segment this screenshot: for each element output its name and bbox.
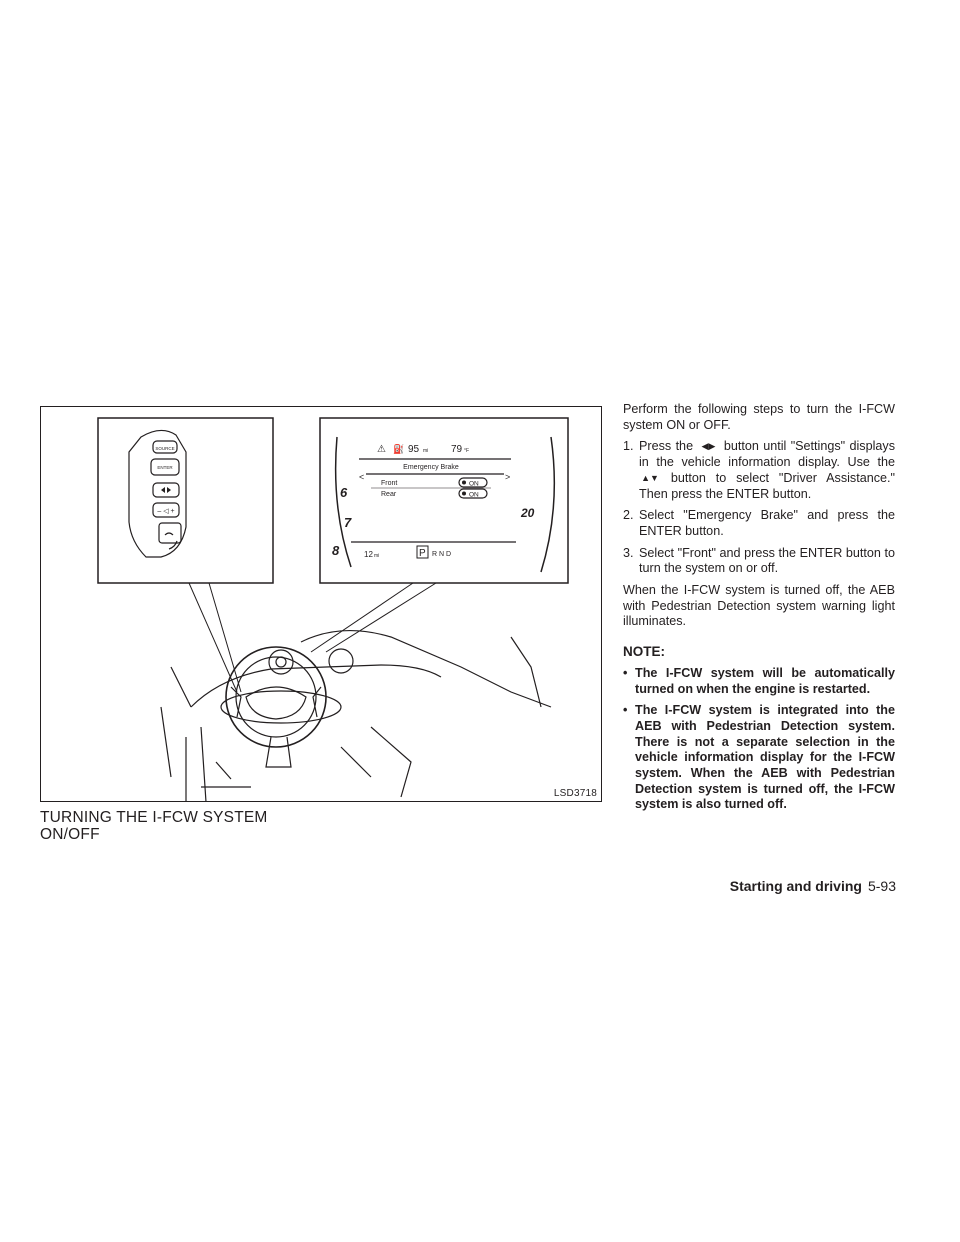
bullet-icon: • xyxy=(623,665,628,680)
note-heading: NOTE: xyxy=(623,644,665,660)
gear-options: R N D xyxy=(432,551,452,558)
row-rear-state: ON xyxy=(469,491,479,499)
menu-title: Emergency Brake xyxy=(403,464,459,471)
row-rear-label: Rear xyxy=(381,491,397,498)
step-number: 1. xyxy=(623,439,634,454)
footer-section: Starting and driving xyxy=(729,878,862,894)
section-title xyxy=(40,809,340,843)
trip-unit: mi xyxy=(374,553,380,559)
svg-text:– ◁ +: – ◁ + xyxy=(157,508,175,515)
tach-number-6: 6 xyxy=(340,485,348,500)
step-1 xyxy=(623,439,895,502)
enter-label: ENTER xyxy=(157,465,173,470)
row-front-state: ON xyxy=(469,480,479,488)
speed-number-20: 20 xyxy=(521,506,535,520)
driver-assist-icon: ⚠ xyxy=(377,444,386,455)
distance-unit: mi xyxy=(423,448,429,454)
step-number: 3. xyxy=(623,545,634,560)
step-text: Select "Front" and press the ENTER button to turn the system on or off. xyxy=(639,545,895,576)
row-front-label: Front xyxy=(381,480,398,487)
step-text: Press the ◀▶ button until "Settings" displays in the vehicle information display. Use the ▲▼ button to select "Driver Assistance." Then press the ENTER button. xyxy=(639,439,896,501)
temp-unit: °F xyxy=(464,448,470,454)
page-number: 5-93 xyxy=(867,878,896,894)
trip-value: 12 xyxy=(364,550,373,559)
note-item xyxy=(623,703,895,813)
distance-to-empty: 95 xyxy=(408,444,420,455)
intro-paragraph: Perform the following steps to turn the I-FCW system ON or OFF. xyxy=(623,402,895,432)
figure-code: LSD3718 xyxy=(553,788,597,799)
display-inset-frame xyxy=(320,418,568,583)
step-2 xyxy=(623,508,895,539)
note-item xyxy=(623,666,895,697)
source-label: SOURCE xyxy=(155,446,175,451)
gear-selected: P xyxy=(419,548,426,559)
after-paragraph: When the I-FCW system is turned off, the AEB with Pedestrian Detection system warning light illuminates. xyxy=(623,583,895,629)
step-text: Select "Emergency Brake" and press the ENTER button. xyxy=(639,508,895,538)
section-title-line2: ON/OFF xyxy=(40,826,100,843)
section-title-line1: TURNING THE I-FCW SYSTEM xyxy=(40,809,268,826)
menu-left-arrow-icon: < xyxy=(359,472,365,482)
page-footer xyxy=(730,878,896,894)
step-3 xyxy=(623,546,895,577)
steering-wheel-illustration xyxy=(41,407,602,802)
bullet-icon: • xyxy=(623,703,628,718)
body-column xyxy=(623,402,895,819)
note-text: The I-FCW system is integrated into the AEB with Pedestrian Detection system. There is not a separate selection in the vehicle information display for the I-FCW system. When the AEB with Pedestrian Detection system is turned off, the I-FCW system is also turned off. xyxy=(635,703,895,812)
left-right-arrow-icon: ◀▶ xyxy=(701,441,716,452)
fuel-icon: ⛽ xyxy=(393,444,405,454)
menu-right-arrow-icon: > xyxy=(505,472,511,482)
tach-number-7: 7 xyxy=(344,515,352,530)
illustration-figure xyxy=(40,406,602,802)
note-text: The I-FCW system will be automatically turned on when the engine is restarted. xyxy=(635,665,895,696)
outside-temp: 79 xyxy=(451,444,463,455)
tach-number-8: 8 xyxy=(332,543,340,558)
up-down-arrow-icon: ▲▼ xyxy=(641,472,659,483)
step-number: 2. xyxy=(623,508,634,523)
